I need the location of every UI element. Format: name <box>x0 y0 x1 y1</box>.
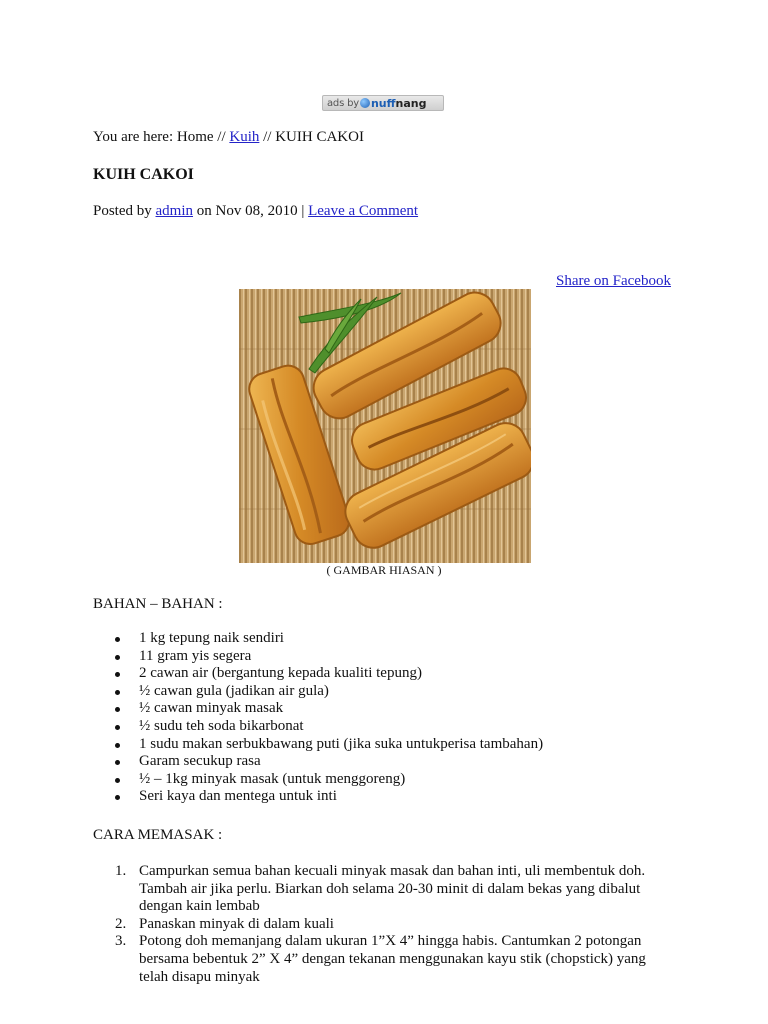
breadcrumb-prefix: You are here: Home // <box>93 129 226 145</box>
ad-brand-b: nang <box>395 96 427 110</box>
leave-comment-link[interactable]: Leave a Comment <box>308 203 419 219</box>
nuffnang-ad-badge[interactable] <box>322 95 444 111</box>
bullet-icon <box>115 655 120 660</box>
bullet-icon <box>115 690 120 695</box>
nuffnang-logo-icon <box>360 98 370 108</box>
bullet-icon <box>115 725 120 730</box>
bullet-icon <box>115 795 120 800</box>
ingredient-item <box>93 753 543 771</box>
ingredient-item <box>93 648 543 666</box>
ingredient-item <box>93 771 543 789</box>
kuih-cakoi-photo <box>239 289 531 563</box>
ingredient-text: 1 sudu makan serbukbawang puti (jika suka untukperisa tambahan) <box>139 735 544 752</box>
bullet-icon <box>115 743 120 748</box>
ingredient-text: Seri kaya dan mentega untuk inti <box>139 788 337 805</box>
step-number: 1. <box>115 863 127 879</box>
breadcrumb-current: KUIH CAKOI <box>275 129 364 145</box>
ingredient-text: 1 kg tepung naik sendiri <box>139 630 284 646</box>
step-text: Campurkan semua bahan kecuali minyak masak dan bahan inti, uli membentuk doh. Tambah air jika perlu. Biarkan doh selama 20-30 minit di dalam bekas yang dibalut dengan kain lembab <box>139 863 646 915</box>
ingredient-item <box>93 718 543 736</box>
author-link[interactable]: admin <box>155 203 194 219</box>
bullet-icon <box>115 707 120 712</box>
posted-by-label: Posted by <box>93 203 152 219</box>
ingredient-item <box>93 630 543 648</box>
ingredient-item <box>93 665 543 683</box>
ingredient-text: ½ – 1kg minyak masak (untuk menggoreng) <box>139 770 406 787</box>
post-meta <box>93 203 418 220</box>
ingredient-text: Garam secukup rasa <box>139 753 261 770</box>
bullet-icon <box>115 760 120 765</box>
step-number: 2. <box>115 915 127 932</box>
ad-brand-a: nuff <box>370 96 396 110</box>
ingredients-heading: BAHAN – BAHAN : <box>93 596 223 612</box>
method-heading: CARA MEMASAK : <box>93 827 223 843</box>
post-date: on Nov 08, 2010 | <box>196 203 305 219</box>
breadcrumb-separator: // <box>263 129 272 145</box>
step-number: 3. <box>115 933 127 950</box>
method-steps <box>93 863 673 986</box>
ingredient-text: 11 gram yis segera <box>139 647 252 664</box>
image-caption: ( GAMBAR HIASAN ) <box>326 563 442 577</box>
method-step <box>93 916 673 934</box>
ingredients-list <box>93 630 543 806</box>
share-facebook-link[interactable]: Share on Facebook <box>556 273 671 289</box>
ad-prefix: ads by <box>327 97 359 109</box>
ingredient-item <box>93 683 543 701</box>
ingredient-item <box>93 736 543 754</box>
bullet-icon <box>115 778 120 783</box>
post-title: KUIH CAKOI <box>93 166 194 183</box>
method-step <box>93 863 673 916</box>
bullet-icon <box>115 637 120 642</box>
method-step <box>93 933 673 986</box>
bullet-icon <box>115 672 120 677</box>
ingredient-text: 2 cawan air (bergantung kepada kualiti tepung) <box>139 665 422 682</box>
step-text: Panaskan minyak di dalam kuali <box>139 915 334 932</box>
ingredient-item <box>93 700 543 718</box>
step-text: Potong doh memanjang dalam ukuran 1”X 4” hingga habis. Cantumkan 2 potongan bersama bebentuk 2” X 4” dengan tekanan menggunakan kayu stik (chopstick) yang telah disapu minyak <box>139 933 646 985</box>
ingredient-text: ½ cawan minyak masak <box>139 700 284 717</box>
ingredient-item <box>93 788 543 806</box>
breadcrumb <box>93 129 364 146</box>
ingredient-text: ½ sudu teh soda bikarbonat <box>139 717 304 734</box>
breadcrumb-category-link[interactable]: Kuih <box>229 129 260 145</box>
ingredient-text: ½ cawan gula (jadikan air gula) <box>139 682 329 699</box>
ad-brand <box>371 97 427 110</box>
